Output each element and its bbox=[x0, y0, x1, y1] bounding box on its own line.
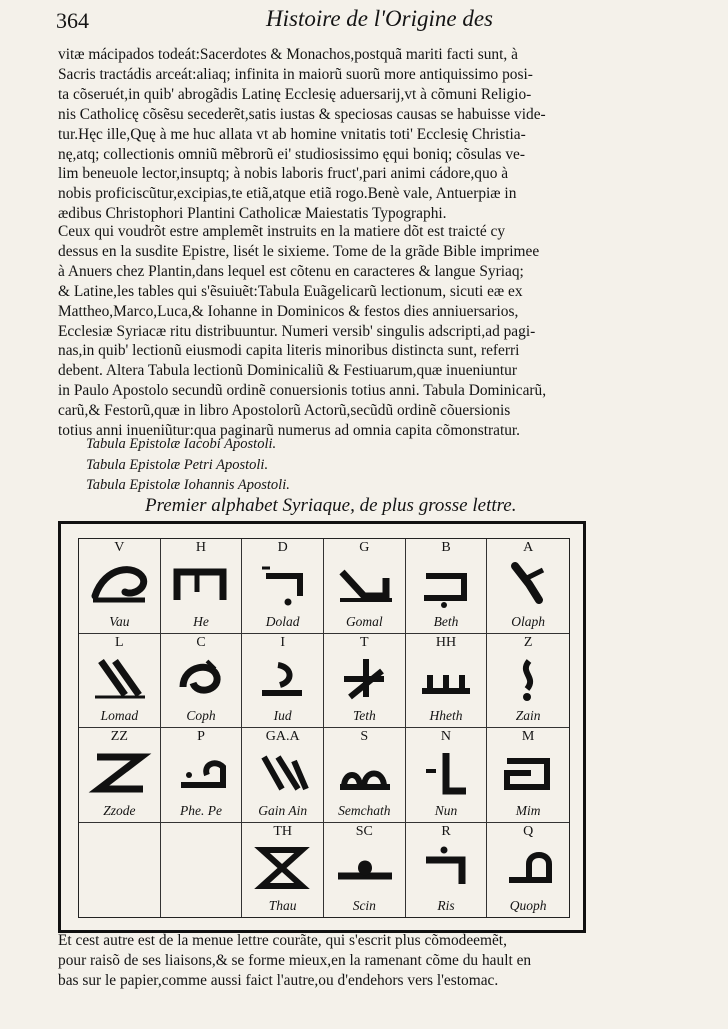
text-line: carũ,& Festorũ,quæ in libro Apostolorũ Actorũ,secũdũ ordinẽ cõuersionis bbox=[58, 402, 511, 420]
letter-cell-teth bbox=[324, 634, 406, 729]
text-line: ta cõseruét,in quib' abrogãdis Latinę Ecclesię aduersarij,vt à cõmuni Religio- bbox=[58, 85, 532, 103]
tabula-list bbox=[86, 434, 290, 496]
text-line: vitæ mácipados todeát:Sacerdotes & Monachos,postquã mariti facti sunt, à bbox=[58, 46, 518, 63]
letter-name: Iud bbox=[273, 708, 292, 723]
roman-equivalent: A bbox=[523, 540, 534, 555]
roman-equivalent: HH bbox=[435, 634, 457, 650]
roman-equivalent: L bbox=[115, 634, 124, 650]
roman-equivalent: G bbox=[359, 540, 370, 555]
ain-letter-icon bbox=[248, 745, 318, 799]
ris-letter-icon bbox=[412, 840, 482, 894]
roman-equivalent: H bbox=[195, 540, 207, 555]
text-line: Ceux qui voudrõt estre amplemẽt instruits en la matiere dõt est traicté cy bbox=[58, 223, 506, 240]
letter-name: Zain bbox=[515, 708, 541, 723]
text-line: dessus en la susdite Epistre, lisét le sixieme. Tome de la grãde Bible imprimee bbox=[58, 242, 540, 260]
roman-equivalent: C bbox=[196, 634, 206, 650]
letter-cell-lomad bbox=[79, 634, 161, 729]
letter-cell-semchath bbox=[324, 728, 406, 823]
letter-cell-iud bbox=[242, 634, 324, 729]
letter-name: Dolad bbox=[265, 613, 300, 629]
letter-cell-beth bbox=[406, 539, 488, 634]
zzode-letter-icon bbox=[85, 745, 155, 799]
french-paragraph bbox=[58, 222, 618, 441]
text-line: ædibus Christophori Plantini Catholicæ Maiestatis Typographi. bbox=[58, 205, 447, 223]
text-line: & Latine,les tables qui s'ẽsuiuẽt:Tabula Euãgelicarũ lectionum, sicuti eæ ex bbox=[58, 282, 523, 300]
text-line: in Paulo Apostolo secundũ ordinẽ conuersionis totius anni. Tabula Dominicarũ, bbox=[58, 382, 547, 400]
text-line: Et cest autre est de la menue lettre courãte, qui s'escrit plus cõmodeemẽt, bbox=[58, 932, 507, 949]
text-line: tur.Hęc ille,Quę à me huc allata vt ab homine vnitatis toti' Ecclesię Christia- bbox=[58, 125, 526, 143]
text-line: Mattheo,Marco,Luca,& Iohanne in Dominicos & festos dies anniuersarios, bbox=[58, 302, 519, 320]
tabula-line: Tabula Epistolæ Iohannis Apostoli. bbox=[86, 477, 290, 493]
phe-letter-icon bbox=[167, 745, 237, 799]
letter-cell-gomal bbox=[324, 539, 406, 634]
roman-equivalent: SC bbox=[355, 823, 373, 839]
letter-name: Vau bbox=[109, 613, 130, 629]
letter-name: Gain Ain bbox=[258, 802, 308, 818]
tabula-line: Tabula Epistolæ Iacobi Apostoli. bbox=[86, 436, 277, 452]
text-line: nobis proficiscũtur,excipias,te etiã,atque etiã rogo.Benè vale, Antuerpiæ in bbox=[58, 185, 517, 203]
letter-name: Zzode bbox=[103, 802, 136, 818]
letter-name: Teth bbox=[352, 708, 376, 723]
roman-equivalent: R bbox=[441, 823, 451, 839]
mim-letter-icon bbox=[493, 745, 563, 799]
text-line: Sacris tractádis arceát:aliaq; infinita in maiorũ suorũ more antiquissimo posi- bbox=[58, 65, 533, 83]
roman-equivalent: I bbox=[280, 634, 285, 650]
vau-letter-icon bbox=[85, 556, 155, 610]
alphabet-frame bbox=[58, 521, 586, 933]
letter-name: Nun bbox=[434, 802, 458, 818]
text-line: nę,atq; collectionis omniũ mẽbrorũ ei' studiosissimo ęqui boniq; cõsulas ve- bbox=[58, 145, 525, 163]
dolad-letter-icon bbox=[248, 556, 318, 610]
text-line: nas,in quib' lectionũ eiusmodi capita literis minoribus distincta sunt, referri bbox=[58, 342, 520, 360]
bottom-paragraph bbox=[58, 931, 618, 991]
text-line: nis Catholicę cõsẽsu secederẽt,satis iustas & speciosas causas se habuisse vide- bbox=[58, 105, 546, 123]
he-letter-icon bbox=[167, 556, 237, 610]
coph-letter-icon bbox=[167, 651, 237, 705]
text-line: debent. Altera Tabula lectionũ Dominicaliũ & Festiuarum,quæ inueniuntur bbox=[58, 362, 517, 380]
letter-name: Olaph bbox=[511, 613, 546, 629]
latin-paragraph bbox=[58, 45, 618, 224]
text-line: Ecclesiæ Syriacæ ritu distribuuntur. Numeri versib' singulis adscripti,ad pagi- bbox=[58, 322, 536, 340]
olaph-letter-icon bbox=[493, 556, 563, 610]
letter-cell-hheth bbox=[406, 634, 488, 729]
iud-letter-icon bbox=[248, 651, 318, 705]
roman-equivalent: Q bbox=[523, 823, 534, 839]
roman-equivalent: T bbox=[360, 634, 369, 650]
roman-equivalent: B bbox=[441, 540, 451, 555]
letter-name: Ris bbox=[437, 898, 455, 913]
roman-equivalent: S bbox=[360, 729, 369, 744]
roman-equivalent: M bbox=[521, 729, 535, 744]
lomad-letter-icon bbox=[85, 651, 155, 705]
roman-equivalent: GA.A bbox=[265, 729, 300, 744]
letter-cell-thau bbox=[242, 823, 324, 918]
roman-equivalent: N bbox=[440, 729, 452, 744]
roman-equivalent: TH bbox=[273, 823, 292, 839]
text-line: pour raisõ de ses liaisons,& se forme mieux,en la ramenant cõme du hault en bbox=[58, 951, 532, 969]
letter-cell-scin bbox=[324, 823, 406, 918]
alphabet-grid bbox=[79, 539, 569, 917]
letter-name: Hheth bbox=[429, 708, 463, 723]
letter-name: Gomal bbox=[345, 613, 383, 629]
zain-letter-icon bbox=[493, 651, 563, 705]
text-line: lim beneuole lector,insuptq; à nobis laboris fruct',pari animi cádore,quo à bbox=[58, 165, 509, 183]
text-line: totius anni inueniũtur:qua paginarũ numerus ad omnia capita cõmonstratur. bbox=[58, 422, 521, 440]
beth-letter-icon bbox=[412, 556, 482, 610]
hheth-letter-icon bbox=[412, 651, 482, 705]
letter-name: Coph bbox=[186, 708, 216, 723]
letter-cell-vau bbox=[79, 539, 161, 634]
text-line: à Anuers chez Plantin,dans lequel est cõtenu en caracteres & langue Syriaq; bbox=[58, 262, 524, 280]
letter-name: Lomad bbox=[100, 708, 139, 723]
quoph-letter-icon bbox=[493, 840, 563, 894]
gomal-letter-icon bbox=[330, 556, 400, 610]
empty-cell bbox=[161, 823, 243, 918]
letter-cell-ain bbox=[242, 728, 324, 823]
letter-name: He bbox=[193, 613, 209, 629]
letter-cell-mim bbox=[487, 728, 569, 823]
letter-cell-nun bbox=[406, 728, 488, 823]
letter-cell-coph bbox=[161, 634, 243, 729]
letter-name: Beth bbox=[433, 613, 459, 629]
letter-cell-zzode bbox=[79, 728, 161, 823]
roman-equivalent: V bbox=[114, 540, 125, 555]
roman-equivalent: Z bbox=[523, 634, 533, 650]
nun-letter-icon bbox=[412, 745, 482, 799]
letter-cell-ris bbox=[406, 823, 488, 918]
text-line: bas sur le papier,comme aussi faict l'autre,ou d'endehors vers l'estomac. bbox=[58, 971, 499, 989]
teth-letter-icon bbox=[330, 651, 400, 705]
letter-cell-he bbox=[161, 539, 243, 634]
letter-name: Scin bbox=[352, 898, 376, 913]
letter-name: Thau bbox=[268, 898, 297, 913]
letter-cell-zain bbox=[487, 634, 569, 729]
letter-name: Semchath bbox=[338, 802, 391, 818]
alphabet-heading: Premier alphabet Syriaque, de plus grosse lettre. bbox=[145, 495, 517, 516]
tabula-line: Tabula Epistolæ Petri Apostoli. bbox=[86, 456, 269, 473]
roman-equivalent: P bbox=[197, 729, 205, 744]
page-number: 364 bbox=[56, 8, 89, 33]
letter-name: Mim bbox=[515, 802, 541, 818]
letter-name: Phe. Pe bbox=[180, 802, 222, 818]
letter-cell-quoph bbox=[487, 823, 569, 918]
semchath-letter-icon bbox=[330, 745, 400, 799]
alphabet-table bbox=[78, 538, 570, 918]
thau-letter-icon bbox=[248, 840, 318, 894]
running-title: Histoire de l'Origine des bbox=[266, 6, 494, 31]
empty-cell bbox=[79, 823, 161, 918]
letter-cell-phe bbox=[161, 728, 243, 823]
roman-equivalent: D bbox=[277, 540, 288, 555]
scin-letter-icon bbox=[330, 840, 400, 894]
letter-cell-dolad bbox=[242, 539, 324, 634]
letter-name: Quoph bbox=[509, 898, 547, 913]
page-header bbox=[56, 6, 696, 40]
roman-equivalent: ZZ bbox=[110, 729, 128, 744]
letter-cell-olaph bbox=[487, 539, 569, 634]
